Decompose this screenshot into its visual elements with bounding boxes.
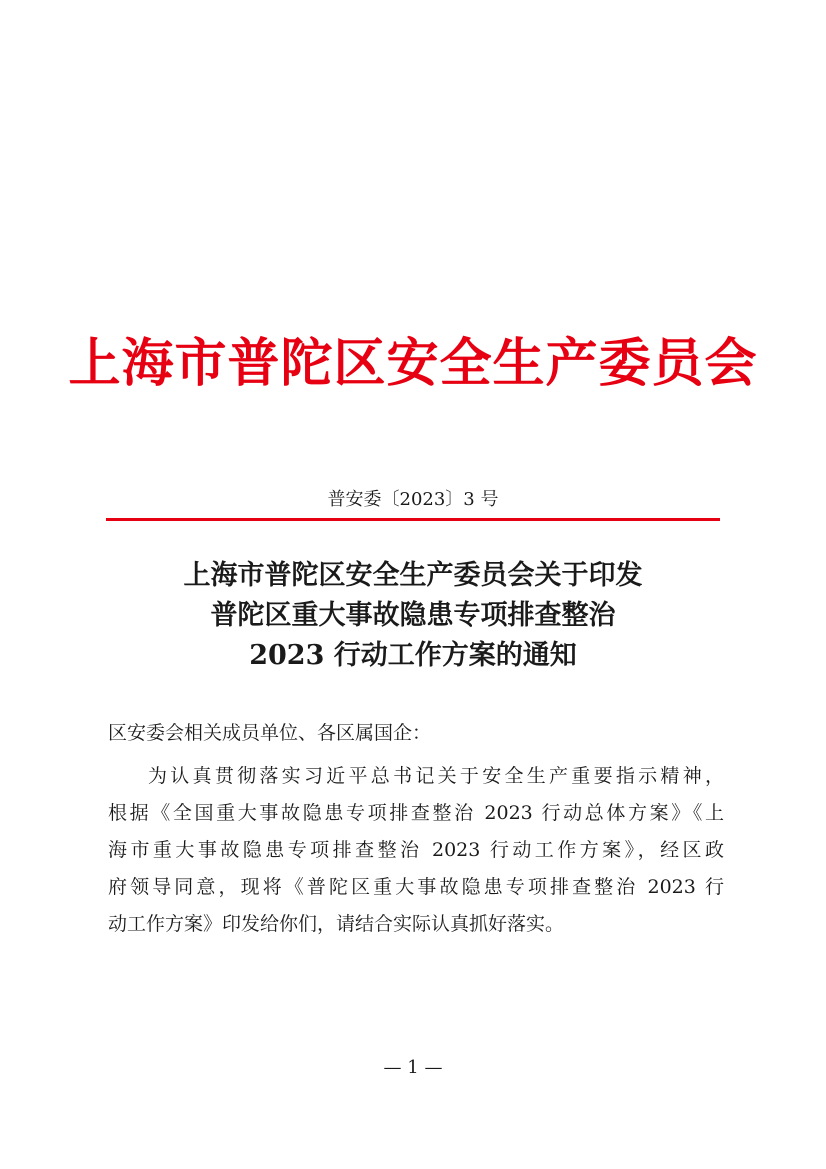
document-title <box>0 556 826 676</box>
page-number: — 1 — <box>383 1057 443 1078</box>
title-line-3: 2023 行动工作方案的通知 <box>249 640 577 671</box>
body-line-3: 海市重大事故隐患专项排查整治 2023 行动工作方案》，经区政 <box>108 839 724 861</box>
body-line-2: 根据《全国重大事故隐患专项排查整治 2023 行动总体方案》《上 <box>108 802 724 824</box>
title-line-2: 普陀区重大事故隐患专项排查整治 <box>210 600 616 631</box>
document-number: 普安委〔2023〕3 号 <box>327 489 499 510</box>
red-divider-line <box>106 518 720 521</box>
title-line-1: 上海市普陀区安全生产委员会关于印发 <box>183 560 643 591</box>
recipient-line: 区安委会相关成员单位、各区属国企： <box>108 722 432 744</box>
body-paragraph <box>108 758 724 943</box>
body-line-1: 为认真贯彻落实习近平总书记关于安全生产重要指示精神， <box>148 765 724 787</box>
issuer-header: 上海市普陀区安全生产委员会 <box>68 333 758 394</box>
body-line-5: 动工作方案》印发给你们，请结合实际认真抓好落实。 <box>108 913 565 935</box>
body-line-4: 府领导同意，现将《普陀区重大事故隐患专项排查整治 2023 行 <box>108 876 724 898</box>
